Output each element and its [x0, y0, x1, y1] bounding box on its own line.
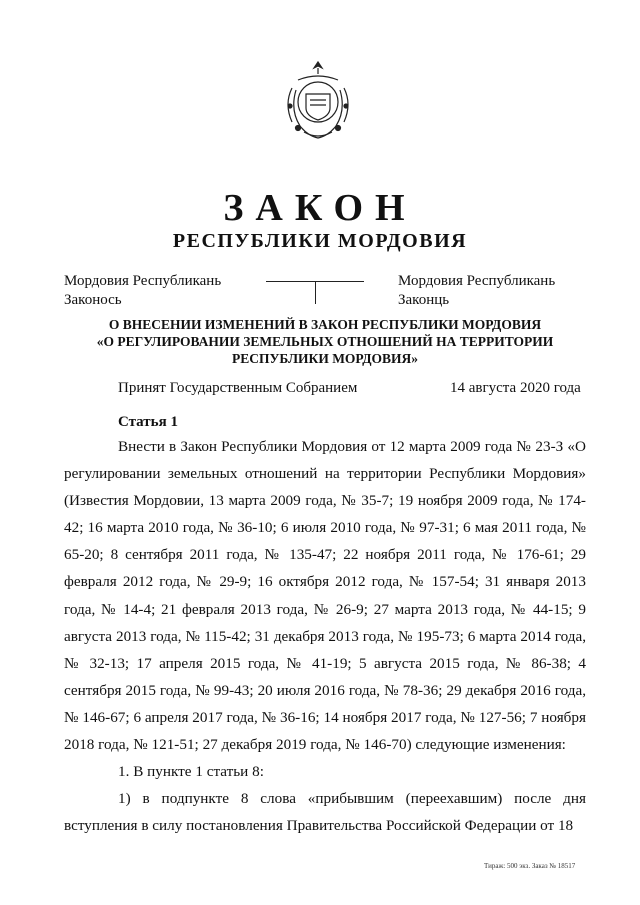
adopted-date: 14 августа 2020 года: [450, 380, 581, 396]
moksha-title-line1: Мордовия Республикань: [64, 273, 222, 289]
paragraph-point-1: 1. В пункте 1 статьи 8:: [118, 763, 264, 781]
document-heading-line3: РЕСПУБЛИКИ МОРДОВИЯ»: [231, 351, 419, 366]
moksha-title: [64, 272, 221, 310]
erzya-title-line1: Мордовия Республикань: [398, 273, 556, 289]
republic-subtitle: РЕСПУБЛИКИ МОРДОВИЯ: [172, 230, 468, 252]
document-heading-line1: О ВНЕСЕНИИ ИЗМЕНЕНИЙ В ЗАКОН РЕСПУБЛИКИ МОРДОВИЯ: [108, 317, 542, 332]
coat-of-arms-icon: [268, 60, 368, 142]
paragraph-subpoint-1: 1) в подпункте 8 слова «прибывшим (переехавшим) после дня вступления в силу постановления Правительства Российской Федерации от 18: [64, 790, 586, 835]
article-title: Статья 1: [118, 414, 178, 430]
erzya-title: [398, 272, 555, 310]
paragraph-amendment-intro: Внести в Закон Республики Мордовия от 12 марта 2009 года № 23-З «О регулировании земельных отношений на территории Республики Мордовия» (Известия Мордовии, 13 марта 2009 года, № 35-7; 19 ноября 2009 года, № 174-42; 16 марта 2010 года, № 36-10; 6 июля 2010 года, № 97-31; 6 мая 2011 года, № 65-20; 8 сентября 2011 года, № 135-47; 22 ноября 2011 года, № 176-61; 29 февраля 2012 года, № 29-9; 16 октября 2012 года, № 157-54; 31 января 2013 года, № 14-4; 21 февраля 2013 года, № 26-9; 27 марта 2013 года, № 44-15; 9 августа 2013 года, № 115-42; 31 декабря 2013 года, № 195-73; 6 марта 2014 года, № 32-13; 17 апреля 2015 года, № 41-19; 5 августа 2015 года, № 86-38; 4 сентября 2015 года, № 99-43; 20 июля 2016 года, № 78-36; 29 декабря 2016 года, № 146-67; 6 апреля 2017 года, № 36-16; 14 ноября 2017 года, № 127-56; 7 ноября 2018 года, № 121-51; 27 декабря 2019 года, № 146-70) следующие изменения:: [64, 438, 586, 754]
header-separator-vertical: [315, 281, 316, 304]
print-info: Тираж: 500 экз. Заказ № 18517: [484, 862, 576, 870]
adopted-label: Принят Государственным Собранием: [118, 380, 358, 396]
document-heading: [70, 316, 580, 367]
body-text: [64, 433, 586, 839]
law-title: ЗАКОН: [223, 187, 417, 229]
document-heading-line2: «О РЕГУЛИРОВАНИИ ЗЕМЕЛЬНЫХ ОТНОШЕНИЙ НА ТЕРРИТОРИИ: [96, 334, 554, 349]
erzya-title-line2: Законць: [398, 292, 450, 308]
moksha-title-line2: Законось: [64, 292, 122, 308]
